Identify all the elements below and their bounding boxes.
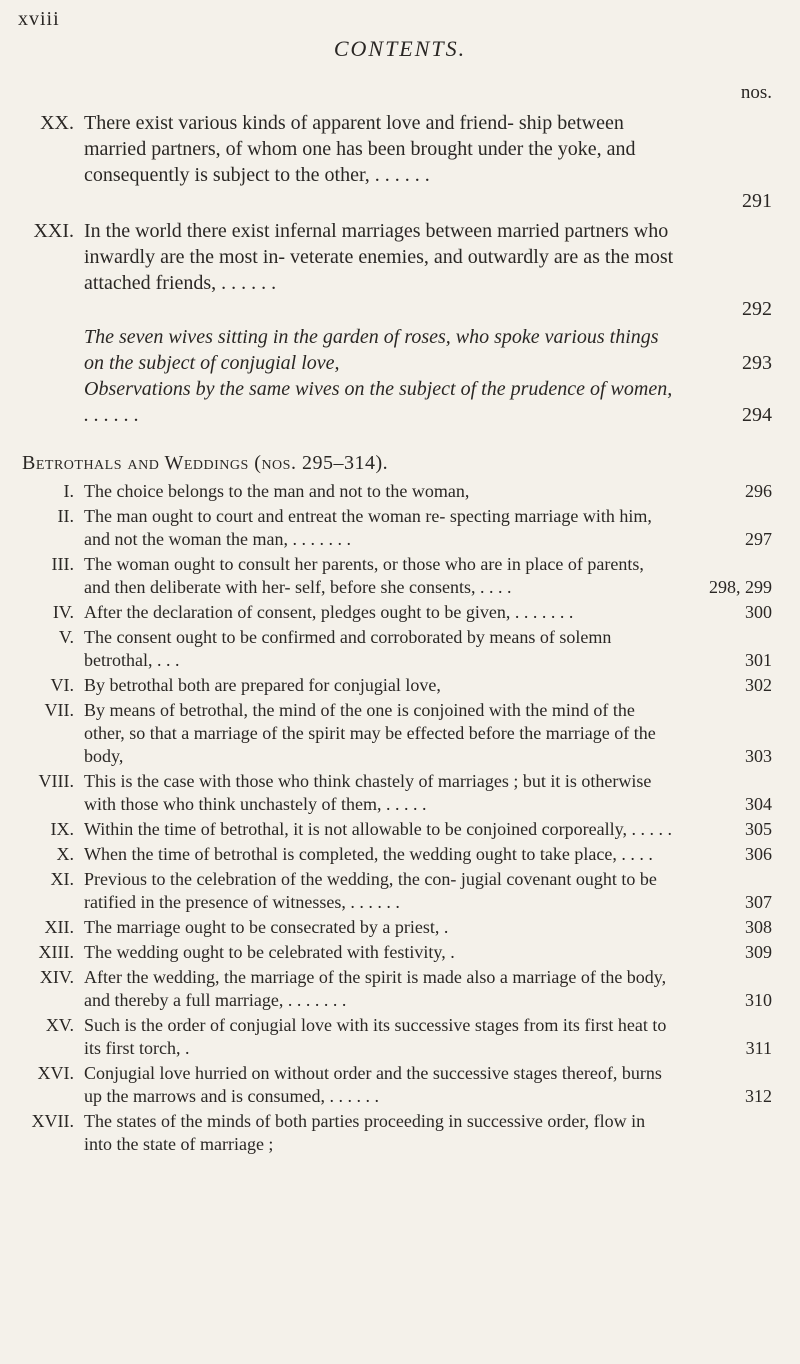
entry-text: After the declaration of consent, pledges ought to be given, . . . . . . . [84,602,574,622]
entry-page: 294 [742,404,772,426]
entry-numeral: V. [58,627,74,647]
entry-numeral: VIII. [38,771,74,791]
entry-numeral: X. [56,844,74,864]
entry-numeral: XI. [50,869,74,889]
entry-page: 312 [745,1086,772,1106]
entry-numeral: XV. [45,1015,74,1035]
entry-text: This is the case with those who think chastely of marriages ; but it is otherwise with those who think unchastely of them, . . . . . [84,771,652,814]
entry-numeral: IX. [50,819,74,839]
entry-text: The man ought to court and entreat the woman re- specting marriage with him, and not the woman the man, . . . . . . . [84,506,652,549]
entry-numeral: XVI. [37,1063,74,1083]
entry-text: Observations by the same wives on the subject of the prudence of women, . . . . . . [84,378,673,426]
entry-page: 292 [742,298,772,320]
entry-numeral: VII. [44,700,74,720]
entry-page: 303 [745,746,772,766]
entry-numeral: IV. [52,602,74,622]
entry-text: The seven wives sitting in the garden of roses, who spoke various things on the subject of conjugial love, [84,326,659,374]
entry-page: 305 [745,819,772,839]
entry-text: By betrothal both are prepared for conjugial love, [84,675,441,695]
entry-numeral: XXI. [33,220,74,242]
entry-text: The choice belongs to the man and not to the woman, [84,481,470,501]
entry-text: Conjugial love hurried on without order and the successive stages thereof, burns up the marrows and is consumed, . . . . . . [84,1063,662,1106]
entry-page: 304 [745,794,772,814]
entry-page: 301 [745,650,772,670]
entry-page: 296 [745,481,772,501]
nos-label: nos. [740,82,772,103]
section-heading: Betrothals and Weddings (nos. 295–314). [22,452,389,474]
entry-page: 308 [745,917,772,937]
entry-numeral: XII. [44,917,74,937]
entry-page: 291 [742,190,772,212]
entry-text: The states of the minds of both parties proceeding in successive order, flow in into the state of marriage ; [84,1111,646,1154]
entry-text: In the world there exist infernal marriages between married partners who inwardly are the most in- veterate enemies, and outwardly are as the most attached friends, . . . . . . [84,220,674,294]
entry-numeral: VI. [50,675,74,695]
entry-text: The consent ought to be confirmed and corroborated by means of solemn betrothal, . . . [84,627,612,670]
entry-text: When the time of betrothal is completed, the wedding ought to take place, . . . . [84,844,653,864]
entry-text: There exist various kinds of apparent love and friend- ship between married partners, of whom one has been brought under the yoke, and consequently is subject to the other, . . . . . . [84,112,636,186]
entry-text: By means of betrothal, the mind of the one is conjoined with the mind of the other, so that a marriage of the spirit may be effected before the marriage of the body, [84,700,656,766]
entry-numeral: I. [63,481,74,501]
entry-page: 310 [745,990,772,1010]
entry-text: The marriage ought to be consecrated by a priest, . [84,917,449,937]
entry-numeral: XIII. [38,942,74,962]
entry-text: After the wedding, the marriage of the spirit is made also a marriage of the body, and thereby a full marriage, . . . . . . . [84,967,667,1010]
entry-page: 293 [742,352,772,374]
entry-page: 306 [745,844,772,864]
entry-page: 298, 299 [709,577,772,597]
entry-numeral: XIV. [39,967,74,987]
entry-text: Within the time of betrothal, it is not allowable to be conjoined corporeally, . . . . . [84,819,672,839]
entry-page: 307 [745,892,772,912]
entry-page: 297 [745,529,772,549]
entry-numeral: III. [51,554,74,574]
entry-page: 311 [745,1038,772,1058]
page-title: CONTENTS. [333,36,467,61]
entry-numeral: XX. [40,112,74,134]
entry-page: 300 [745,602,772,622]
entry-numeral: XVII. [31,1111,74,1131]
entry-text: The wedding ought to be celebrated with festivity, . [84,942,455,962]
entry-text: Such is the order of conjugial love with its successive stages from its first heat to its first torch, . [84,1015,667,1058]
entry-page: 309 [745,942,772,962]
entry-page: 302 [745,675,772,695]
page-number: xviii [18,8,60,30]
entry-numeral: II. [57,506,74,526]
entry-text: The woman ought to consult her parents, or those who are in place of parents, and then deliberate with her- self, before she consents, . . . . [84,554,644,597]
entry-text: Previous to the celebration of the wedding, the con- jugial covenant ought to be ratified in the presence of witnesses, . . . . . . [84,869,657,912]
